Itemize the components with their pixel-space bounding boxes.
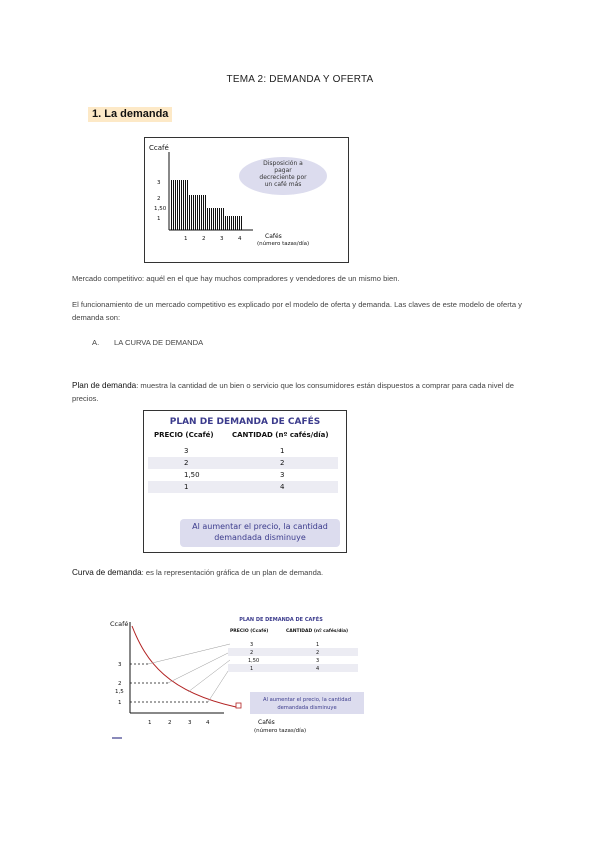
plan-row-qty: 2 bbox=[280, 459, 285, 467]
fig3-ytick-2: 2 bbox=[118, 681, 122, 687]
fig1-bar-4 bbox=[224, 216, 242, 230]
plan-note-line-1: Al aumentar el precio, la cantidad bbox=[192, 522, 328, 531]
plan-row-qty: 1 bbox=[280, 447, 285, 455]
term-plan-demanda: Plan de demanda bbox=[72, 381, 137, 390]
fig1-xtick-2: 2 bbox=[202, 236, 206, 242]
fig1-xtick-4: 4 bbox=[238, 236, 242, 242]
fig3-row-qty: 2 bbox=[316, 650, 320, 656]
list-text: LA CURVA DE DEMANDA bbox=[114, 338, 204, 347]
plan-row-qty: 4 bbox=[280, 483, 285, 491]
fig1-x-label-2: (número tazas/día) bbox=[257, 241, 310, 247]
fig3-ytick-3: 3 bbox=[118, 662, 122, 668]
fig1-bar-1 bbox=[170, 180, 188, 230]
demand-curve bbox=[132, 626, 236, 707]
fig1-ytick-1: 1 bbox=[157, 216, 161, 222]
fig1-bar-3 bbox=[206, 208, 224, 230]
fig3-ytick-15: 1,5 bbox=[115, 689, 124, 695]
plan-row-price: 1,50 bbox=[184, 471, 200, 479]
plan-demanda-text: : muestra la cantidad de un bien o servicio que los consumidores están dispuestos a comprar para cada nivel de precios. bbox=[72, 381, 514, 403]
demand-curve-chart bbox=[106, 612, 376, 742]
fig1-ytick-3: 3 bbox=[157, 180, 161, 186]
fig3-row-price: 3 bbox=[250, 642, 254, 648]
fig3-xtick-2: 2 bbox=[168, 720, 172, 726]
fig1-xtick-3: 3 bbox=[220, 236, 224, 242]
fig3-y-label: Ccafé bbox=[110, 620, 129, 628]
table-row bbox=[148, 457, 338, 469]
fig3-row-price: 2 bbox=[250, 650, 254, 656]
fig3-xtick-4: 4 bbox=[206, 720, 210, 726]
fig3-x-label-1: Cafés bbox=[258, 719, 275, 726]
fig3-connector-1 bbox=[148, 644, 230, 664]
fig3-row-qty: 1 bbox=[316, 642, 320, 648]
plan-row-price: 3 bbox=[184, 447, 189, 455]
plan-row-price: 2 bbox=[184, 459, 189, 467]
fig3-note-line-2: demandada disminuye bbox=[277, 705, 337, 711]
fig3-row-price: 1,50 bbox=[248, 658, 260, 664]
list-item-curva-demanda bbox=[92, 338, 203, 347]
plan-col-price: PRECIO (Ccafé) bbox=[154, 431, 214, 439]
table-row bbox=[148, 469, 338, 481]
fig1-ytick-2: 2 bbox=[157, 196, 161, 202]
table-row bbox=[148, 481, 338, 493]
curva-demanda-text: : es la representación gráfica de un plan de demanda. bbox=[141, 568, 324, 577]
fig3-row-band-1 bbox=[228, 648, 358, 656]
table-row bbox=[148, 445, 338, 457]
fig3-curve-end-marker bbox=[236, 703, 241, 708]
fig3-ytick-1: 1 bbox=[118, 700, 122, 706]
plan-row-qty: 3 bbox=[280, 471, 285, 479]
fig3-row-price: 1 bbox=[250, 666, 254, 672]
fig1-bubble-line-3: decreciente por bbox=[259, 174, 307, 181]
fig1-bubble-line-2: pagar bbox=[274, 167, 292, 174]
paragraph-funcionamiento: El funcionamiento de un mercado competitivo es explicado por el modelo de oferta y demanda. Las claves de este modelo de oferta y demanda son: bbox=[72, 300, 522, 322]
fig3-row-band-2 bbox=[228, 664, 358, 672]
fig1-bar-2 bbox=[188, 195, 206, 230]
section-heading: 1. La demanda bbox=[88, 107, 172, 122]
plan-col-qty: CANTIDAD (nº cafés/día) bbox=[232, 431, 329, 439]
plan-table-title: PLAN DE DEMANDA DE CAFÉS bbox=[169, 417, 321, 427]
paragraph-mercado-competitivo: Mercado competitivo: aquél en el que hay muchos compradores y vendedores de un mismo bien. bbox=[72, 274, 400, 283]
fig1-xtick-1: 1 bbox=[184, 236, 188, 242]
list-marker: A. bbox=[92, 338, 100, 347]
figure-demand-staircase bbox=[144, 137, 349, 263]
fig3-x-label-2: (número tazas/día) bbox=[254, 728, 307, 734]
fig3-row-qty: 3 bbox=[316, 658, 320, 664]
term-curva-demanda: Curva de demanda bbox=[72, 568, 142, 577]
fig3-xtick-1: 1 bbox=[148, 720, 152, 726]
fig3-col-qty: CANTIDAD (nº cafés/día) bbox=[286, 629, 349, 634]
fig3-row-qty: 4 bbox=[316, 666, 320, 672]
fig1-bubble-line-1: Disposición a bbox=[263, 160, 303, 167]
fig1-y-label: Ccafé bbox=[149, 144, 169, 152]
staircase-chart bbox=[145, 138, 348, 262]
fig3-connector-3 bbox=[188, 660, 230, 692]
plan-note-bubble bbox=[180, 519, 340, 547]
fig3-note-line-1: Al aumentar el precio, la cantidad bbox=[262, 697, 352, 703]
fig3-xtick-3: 3 bbox=[188, 720, 192, 726]
plan-row-price: 1 bbox=[184, 483, 189, 491]
fig1-ytick-150: 1,50 bbox=[154, 206, 167, 212]
figure-demand-curve bbox=[106, 612, 376, 742]
figure-plan-table bbox=[143, 410, 347, 553]
fig3-table-title: PLAN DE DEMANDA DE CAFÉS bbox=[239, 617, 323, 623]
fig1-x-label-1: Cafés bbox=[265, 233, 282, 240]
paragraph-curva-demanda bbox=[72, 566, 527, 579]
fig1-bubble-line-4: un café más bbox=[264, 181, 302, 188]
paragraph-plan-demanda bbox=[72, 379, 527, 405]
plan-note-line-2: demandada disminuye bbox=[214, 533, 306, 542]
fig3-col-price: PRECIO (Ccafé) bbox=[230, 629, 269, 634]
document-title: TEMA 2: DEMANDA Y OFERTA bbox=[226, 74, 374, 85]
fig3-connector-4 bbox=[208, 668, 230, 702]
